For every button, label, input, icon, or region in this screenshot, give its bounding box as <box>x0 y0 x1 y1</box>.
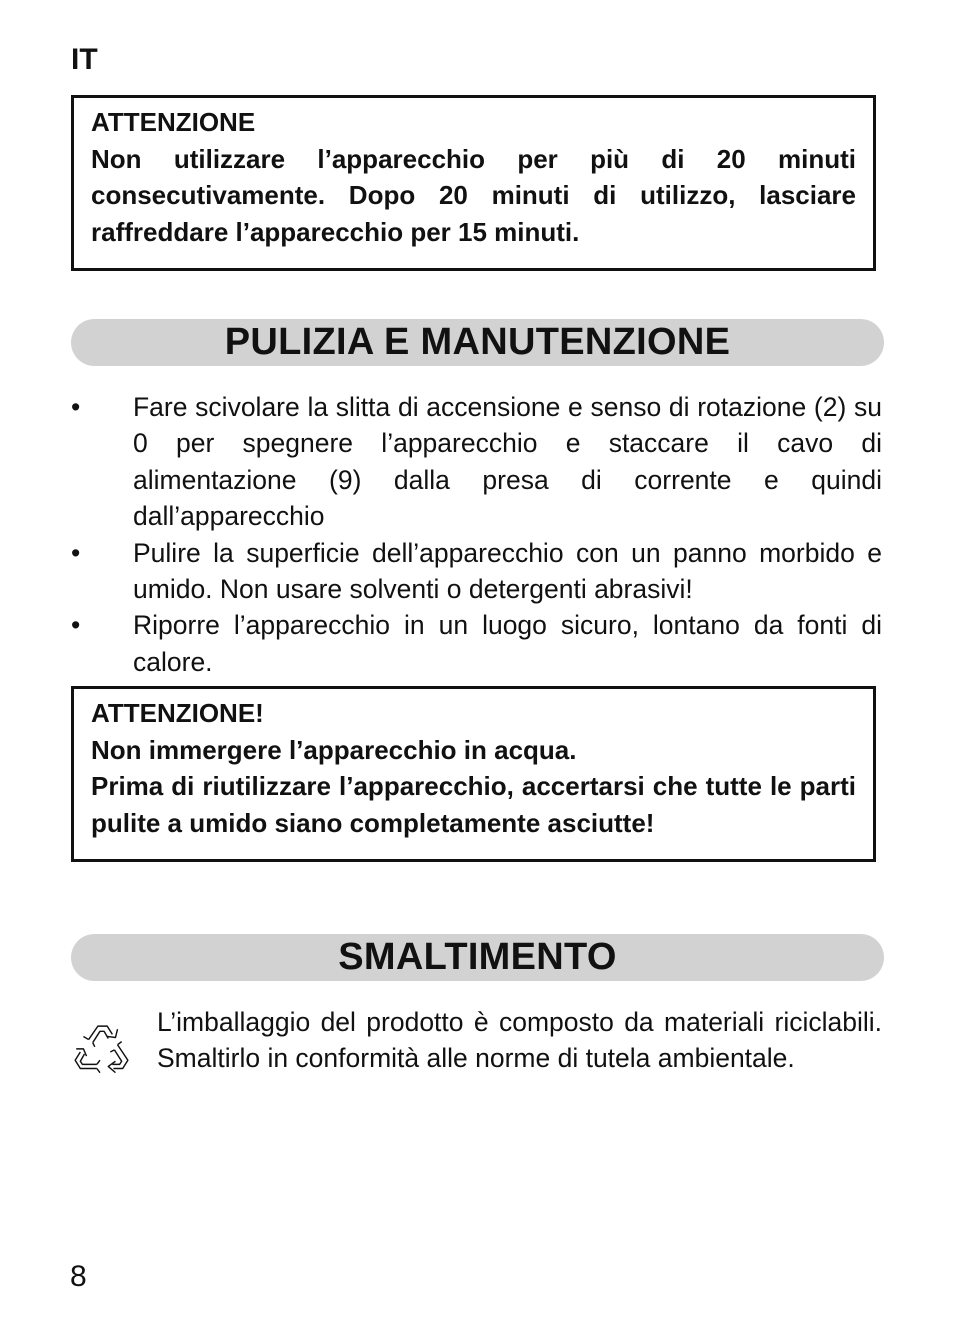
page-number: 8 <box>70 1260 87 1293</box>
bullet-marker: • <box>71 392 81 422</box>
list-item-text: Fare scivolare la slitta di accensione e senso di rotazione (2) su 0 per spegnere l’apparecchio e staccare il cavo di alimentazione (9) dalla presa di corrente e quindi dall’apparecchio <box>133 392 882 532</box>
list-item <box>71 535 882 608</box>
warning-box-cleaning <box>71 686 876 862</box>
warning-box-usage <box>71 95 876 271</box>
disposal-text: L’imballaggio del prodotto è composto da materiali riciclabili. Smaltirlo in conformità alle norme di tutela ambientale. <box>157 1007 882 1074</box>
language-code: IT <box>71 43 98 76</box>
warning-line: Prima di riutilizzare l’apparecchio, accertarsi che tutte le parti pulite a umido siano completamente asciutte! <box>91 771 856 838</box>
section-heading-disposal: SMALTIMENTO <box>71 934 884 981</box>
list-item-text: Pulire la superficie dell’apparecchio con un panno morbido e umido. Non usare solventi o detergenti abrasivi! <box>133 537 882 605</box>
list-item <box>71 389 882 535</box>
warning-text: Non utilizzare l’apparecchio per più di 20 minuti consecutivamente. Dopo 20 minuti di utilizzo, lasciare raffreddare l’apparecchio per 15 minuti. <box>91 143 856 247</box>
recycle-icon <box>70 1022 132 1084</box>
list-item-text: Riporre l’apparecchio in un luogo sicuro, lontano da fonti di calore. <box>133 610 882 677</box>
bullet-marker: • <box>71 537 81 568</box>
section-heading-cleaning: PULIZIA E MANUTENZIONE <box>71 319 884 366</box>
warning-title: ATTENZIONE <box>91 107 256 137</box>
cleaning-instructions-list <box>71 389 882 680</box>
list-item <box>71 607 882 680</box>
bullet-marker: • <box>71 610 81 641</box>
warning-title: ATTENZIONE! <box>91 698 264 728</box>
warning-line: Non immergere l’apparecchio in acqua. <box>91 734 577 765</box>
